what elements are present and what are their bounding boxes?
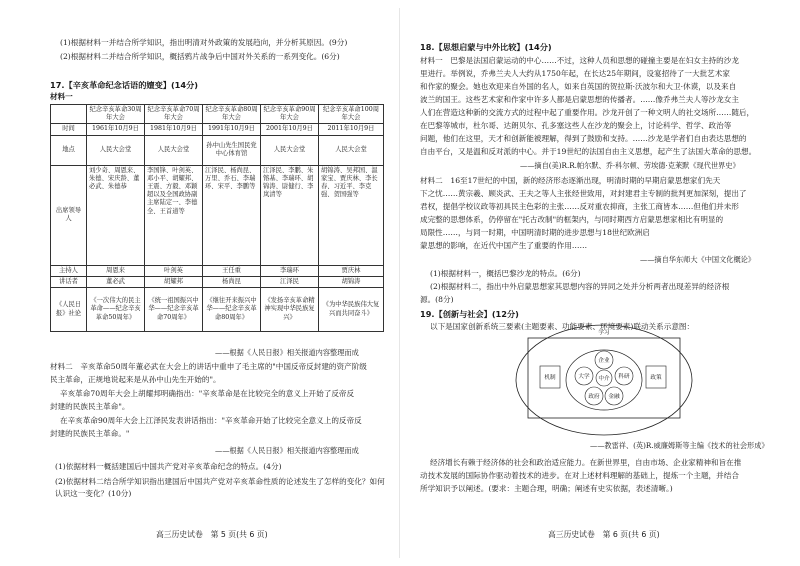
q17-heading: 17.【辛亥革命纪念话语的嬗变】(14分)	[50, 80, 199, 90]
table-cell: 董必武	[87, 276, 145, 287]
table-cell: 周恩来	[87, 265, 145, 276]
row-label: 讲话者	[51, 276, 87, 287]
diagram-source: ——教雷祥、(英)R.威廉姆斯等主编《技术的社会形成》	[590, 441, 769, 450]
table-cell: 《发扬辛亥革命精神实现中华民族复兴》	[261, 288, 319, 332]
table-cell: 李国锋、叶剑英、邓小平、胡耀邦、王震、方毅、邓颖超以及全国政协副主席陆定一、李德全、王首道等	[145, 165, 203, 265]
table-cell: 江泽民	[261, 276, 319, 287]
m2-line: 封建的民族民主革命。"	[50, 429, 130, 438]
m1-line: 里进行。举例说，乔弗兰夫人大约从1750年起，在长达25年期间，设宴招待了一大批艺术家	[420, 69, 730, 78]
m1-line: 波兰的国王。这些艺术家和作家中许多人都是启蒙思想的传播者。……像乔弗兰夫人等沙龙女主	[420, 95, 739, 104]
table-cell: 《为中华民族伟大复兴而共同奋斗》	[319, 288, 384, 332]
table-cell: 人民大会堂	[87, 135, 145, 165]
table-cell: 叶剑英	[145, 265, 203, 276]
m1-line: 和作家的聚会。她也欢迎来自外国的名人，如来自英国的贺拉斯·沃波尔和大卫·休谟，以及来自	[420, 82, 737, 91]
q19-heading: 19.【创新与社会】(12分)	[420, 309, 519, 319]
row-label: 地点	[51, 135, 87, 165]
table-cell: 孙中山先生国民党中心体育馆	[203, 135, 261, 165]
m2-line: 材料二 16至17世纪的中国，新的经济形态逐渐出现，明清时期的早期启蒙思想家们先天	[420, 176, 721, 185]
table-cell: 刘少奇、周恩来、朱德、宋庆龄、董必武、朱德恭	[87, 165, 145, 265]
m2-source: ——摘自华东师大《中国文化概论》	[640, 255, 756, 264]
row-label: 出席领导人	[51, 165, 87, 265]
q19-intro: 以下是国家创新系统三要素(主题要素、功能要素、环境要素)联动关系示意图：	[430, 322, 695, 331]
table-cell: 人民大会堂	[261, 135, 319, 165]
right-footer: 高三历史试卷 第 6 页(共 6 页)	[548, 530, 660, 539]
row-label: 《人民日报》社论	[51, 288, 87, 332]
m2-source: ——根据《人民日报》相关报道内容整理而成	[215, 446, 359, 455]
node-government: 政府	[588, 394, 600, 400]
q16-sub1: (1)根据材料一并结合所学知识，指出明清对外政策的发展趋向，并分析其原因。(9分)	[60, 38, 348, 47]
q17-sub2: (2)依据材料二结合所学知识指出建国后中国共产党对辛亥革命性质的论述发生了怎样的变化？如何认识这一变化？(10分)	[55, 477, 385, 498]
table-header-row	[51, 105, 384, 124]
label-mechanism: 机制	[544, 375, 556, 381]
m2-line: 封建的民族民主革命"。	[50, 402, 130, 411]
label-learning: 学习	[598, 330, 610, 336]
node-university: 大学	[578, 374, 590, 380]
table-cell: 《统一祖国振兴中华——纪念辛亥革命70周年》	[145, 288, 203, 332]
table-header-cell: 纪念辛亥革命70周年大会	[145, 105, 203, 124]
table-source: ——根据《人民日报》相关报道内容整理而成	[215, 348, 359, 357]
table-header-cell: 纪念辛亥革命100周年大会	[319, 105, 384, 124]
table-row	[51, 124, 384, 135]
q18-sub1: (1)根据材料一，概括巴黎沙龙的特点。(6分)	[430, 269, 581, 278]
m2-line: 蒙思想的影响，在近代中国产生了重要的作用……	[420, 241, 588, 250]
node-enterprise: 企业	[598, 358, 610, 364]
right-page	[400, 0, 800, 566]
table-row	[51, 135, 384, 165]
m2-line: 在辛亥革命90周年大会上江泽民发表讲话指出："辛亥革命开始了比较完全意义上的反帝反	[60, 416, 362, 425]
q16-sub2: (2)根据材料二并结合所学知识，概括鸦片战争后中国对外关系的一系列变化。(6分)	[60, 52, 340, 61]
table-header-cell: 纪念辛亥革命80周年大会	[203, 105, 261, 124]
label-policy: 政策	[650, 375, 662, 381]
m2-line: 民主革命，正规地说起来是从孙中山先生开始的"。	[50, 375, 221, 384]
q18-sub2: (2)根据材料二，指出中外启蒙思想家其思想内容的异同之处并分析两者出现差异的经济根	[430, 282, 730, 291]
table-cell: 胡耀邦	[145, 276, 203, 287]
node-agency: 中介	[598, 376, 610, 382]
table-row	[51, 288, 384, 332]
table-header-cell	[51, 105, 87, 124]
innovation-diagram	[514, 322, 694, 438]
m2-line: 局限性……，与同一时期，中国明清时期的进步思想与18世纪欧洲启	[420, 228, 650, 237]
m1-line: 人们在营造这种新的交流方式的过程中起了重要作用。沙龙开创了一种文明人的社交场所……随后，	[420, 108, 755, 117]
m2-line: 材料二 辛亥革命50周年董必武在大会上的讲话中重申了毛主席的"中国反帝反封建的资产阶级	[50, 362, 367, 371]
table-cell: 贾庆林	[319, 265, 384, 276]
table-cell: 人民大会堂	[319, 135, 384, 165]
table-header-cell: 纪念辛亥革命90周年大会	[261, 105, 319, 124]
table-cell: 《一次伟大的民主革命——纪念辛亥革命50周年》	[87, 288, 145, 332]
m1-line: 材料一 巴黎是法国启蒙运动的中心……不过，这种人员和思想的碰撞主要是在妇女主持的沙龙	[420, 56, 739, 65]
table-cell: 李瑞环	[261, 265, 319, 276]
table-cell: 《继往开来振兴中华——纪念辛亥革命80周年》	[203, 288, 261, 332]
m2-line: 辛亥革命70周年大会上胡耀邦明确指出："辛亥革命是在比较完全的意义上开始了反帝反	[60, 389, 355, 398]
table-row	[51, 276, 384, 287]
commemoration-table	[50, 104, 384, 332]
row-label: 时间	[51, 124, 87, 135]
q19-task-line: 所学知识予以阐述。(要求：主题合理，明确；阐述有史实依据，表述清晰。)	[420, 484, 673, 493]
table-cell: 胡锦涛	[319, 276, 384, 287]
table-cell: 江泽民、李鹏、朱镕基、李瑞环、胡锦涛、尉健行、李岚清等	[261, 165, 319, 265]
m1-source: ——摘自(美)R.R.帕尔默、乔·科尔顿、劳埃德·克莱默《现代世界史》	[520, 161, 740, 170]
table-cell: 1981年10月9日	[145, 124, 203, 135]
row-label: 主持人	[51, 265, 87, 276]
table-cell: 2001年10月9日	[261, 124, 319, 135]
m2-line: 下之忧……黄宗羲、顾炎武、王夫之等人主张经世致用，对封建君主专制的批判更加深刻，提出了	[420, 189, 747, 198]
q18-heading: 18.【思想启蒙与中外比较】(14分)	[420, 42, 552, 52]
table-cell: 人民大会堂	[145, 135, 203, 165]
table-cell: 王任重	[203, 265, 261, 276]
m2-line: 君权，提倡学校议政等初具民主色彩的主张……反对重农抑商，主张工商皆本……但他们并未形	[420, 202, 739, 211]
q19-task-line: 动技术发展的国际协作驱动着技术的进步。在对上述材料理解的基础上，提炼一个主题，并结合	[420, 471, 739, 480]
q18-sub2-cont: 源。(8分)	[420, 295, 454, 304]
table-row	[51, 265, 384, 276]
table-header-cell: 纪念辛亥革命30周年大会	[87, 105, 145, 124]
node-finance: 金融	[608, 394, 620, 400]
q19-task-line: 经济增长有赖于经济体的社会和政治适应能力。在新世界里，自由市场、企业家精神和旨在推	[430, 458, 742, 467]
table-cell: 胡锦涛、吴邦国、温家宝、贾庆林、李长春、习近平、李克强、贺国强等	[319, 165, 384, 265]
table-cell: 江泽民、杨尚昆、万里、乔石、李瑞环、宋平、李鹏等	[203, 165, 261, 265]
m1-line: 自由平台，又是温和反对派的中心。并于19世纪的法国自由主义思想，起产生了法国大革命的思想。	[420, 147, 757, 156]
m1-line: 在巴黎等城市，杜尔哥、达朗贝尔、孔多塞这些人在沙龙的聚会上，讨论科学、哲学、政治等	[420, 121, 732, 130]
table-cell: 1991年10月9日	[203, 124, 261, 135]
table-cell: 2011年10月9日	[319, 124, 384, 135]
m2-line: 成完整的思想体系，仍停留在"托古改制"的框架内，与同时期西方启蒙思想家相比有明显的	[420, 215, 724, 224]
left-footer: 高三历史试卷 第 5 页(共 6 页)	[156, 530, 268, 539]
q17-sub1: (1)依据材料一概括建国后中国共产党对辛亥革命纪念的特点。(4分)	[55, 462, 282, 471]
material1-label: 材料一	[50, 92, 73, 101]
m1-line: 问题，他们在这里，天才和创新能被理解，得到了鼓励和支持。……沙龙是学者们自由表达思想的	[420, 134, 747, 143]
table-cell: 杨尚昆	[203, 276, 261, 287]
table-cell: 1961年10月9日	[87, 124, 145, 135]
node-research: 科研	[618, 374, 630, 380]
table-row	[51, 165, 384, 265]
